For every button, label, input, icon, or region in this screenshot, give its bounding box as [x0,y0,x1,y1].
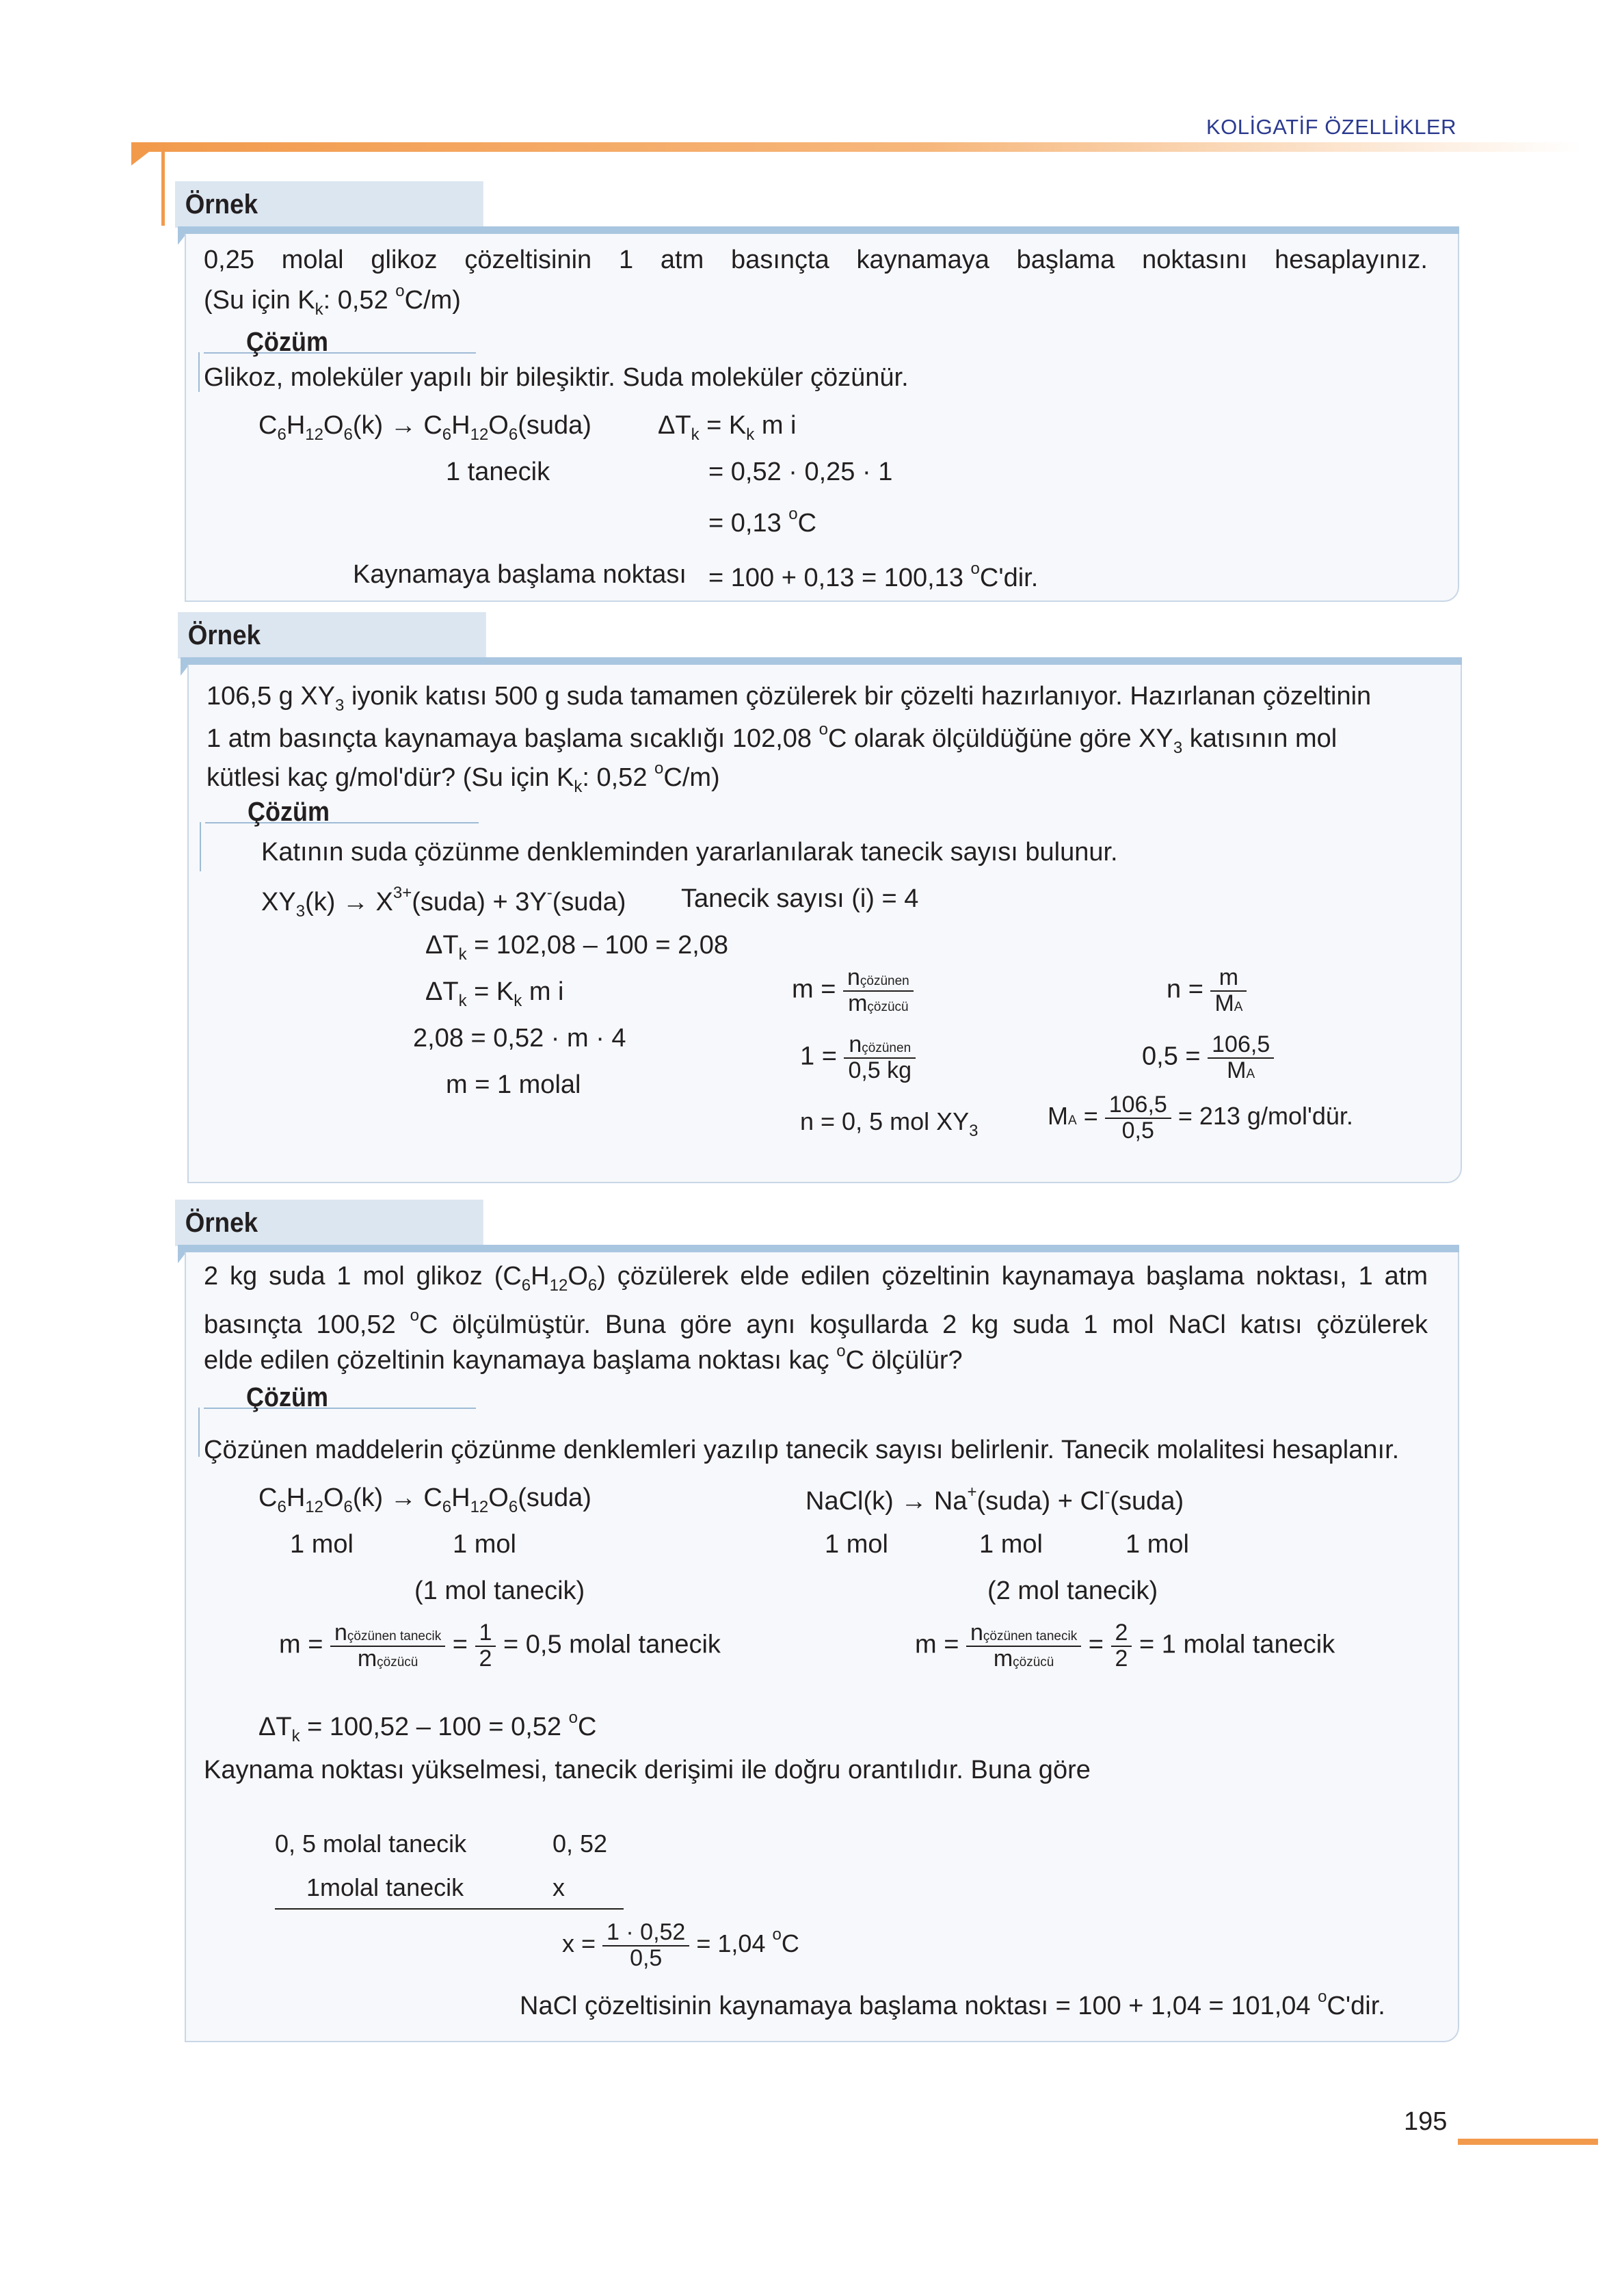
mole-substitution: 0,5 = $\frac{106,5}{MA}$ [1142,1033,1274,1083]
proportion-left: 0, 5 molal tanecik [275,1830,467,1858]
example-box-topbar [178,226,1459,234]
solution-bracket-h [204,352,476,354]
boiling-point-result: = 100 + 0,13 = 100,13 $^o$C'dir. [708,559,1039,592]
dissolution-equation: $C_6H_{12}O_6(k)$ → $C_6H_{12}O_6(suda)$ [258,411,591,444]
mole-label: 1 mol [979,1530,1043,1559]
question-line: kütlesi kaç g/mol'dür? (Su için $K_k$: 0,52 $^o$C/m) [207,759,720,796]
header-wedge [131,142,161,166]
boiling-point-label: Kaynamaya başlama noktası [353,560,687,589]
example-box-topbar [181,657,1462,665]
mole-label: 1 mol [453,1530,516,1559]
solution-bracket-v [198,1408,200,1457]
solution-bracket-v [200,822,201,871]
proportion-right: x [553,1873,565,1901]
mole-label: 1 mol [1126,1530,1189,1559]
mole-label: 1 mol [290,1530,354,1559]
solution-label: Çözüm [246,327,328,357]
proportion-left: 1molal tanecik [306,1873,464,1901]
particle-count: Tanecik sayısı (i) = 4 [681,884,919,913]
particle-count: 1 tanecik [446,458,550,486]
proportion-right: 0, 52 [553,1830,608,1858]
molar-mass-result: MA = $\frac{106,5}{0,5}$ = 213 g/mol'dür. [1048,1092,1353,1144]
delta-t-line: $\Delta T_k = 100,52 - 100 = 0,52$ $^o$C [258,1708,597,1745]
solution-label: Çözüm [248,797,330,827]
question-line: 2 kg suda 1 mol glikoz $(C_6H_{12}O_6)$ çözülerek elde edilen çözeltinin kaynamaya başlama noktası, 1 atm [204,1262,1428,1295]
chapter-title: KOLİGATİF ÖZELLİKLER [1206,115,1456,139]
particle-total: (1 mol tanecik) [414,1576,585,1605]
example-tab: Örnek [175,181,483,228]
proportion-rule [275,1908,624,1910]
nacl-equation: NaCl(k) → Na+(suda) + Cl-(suda) [806,1483,1184,1516]
molality-calc-glucose: m = $\frac{\text{nçözünen tanecik}}{\text{mçözücü}}$ = $\frac{1}{2}$ = 0,5 molal tanecik [279,1620,721,1672]
dissolution-equation: $XY_3(k)$ → $X^{3+}(suda)$ + 3Y-(suda) [261,884,626,921]
calc-line: = 0,52 · 0,25 · 1 [708,458,893,486]
example-tab: Örnek [178,612,486,659]
solution-text: Katının suda çözünme denkleminden yararlanılarak tanecik sayısı bulunur. [261,838,1118,867]
mole-label: 1 mol [825,1530,888,1559]
page-number: 195 [1404,2107,1448,2136]
mole-result: n = 0, 5 mol $XY_3$ [800,1107,979,1140]
question-line: 1 atm basınçta kaynamaya başlama sıcaklığı 102,08 $^o$C olarak ölçüldüğüne göre $XY_3$ katısının mol [207,720,1337,757]
final-result: NaCl çözeltisinin kaynamaya başlama noktası = 100 + 1,04 = 101,04 $^o$C'dir. [520,1988,1385,2020]
solution-bracket-h [205,822,479,823]
header-bar [133,142,1583,152]
solution-text: Kaynama noktası yükselmesi, tanecik derişimi ile doğru orantılıdır. Buna göre [204,1756,1091,1784]
molality-substitution: 1 = $\frac{\text{nçözünen}}{0,5 kg}$ [800,1033,916,1083]
x-calc: x = $\frac{1 \cdot 0,52}{0,5}$ = 1,04 $^o$C [562,1919,799,1971]
solution-text: Glikoz, moleküler yapılı bir bileşiktir. Suda moleküler çözünür. [204,363,909,392]
particle-total: (2 mol tanecik) [987,1576,1158,1605]
molality-formula: m = $\frac{\text{nçözünen}}{\text{mçözücü}}$ [792,966,914,1016]
question-line: elde edilen çözeltinin kaynamaya başlama noktası kaç $^o$C ölçülür? [204,1342,963,1375]
calc-line: $\Delta T_k = 102,08 - 100 = 2,08$ [425,931,729,964]
solution-text: Çözünen maddelerin çözünme denklemleri yazılıp tanecik sayısı belirlenir. Tanecik molalitesi hesaplanır. [204,1436,1400,1464]
delta-t-formula: $\Delta T_k = K_k$ m i [658,411,797,444]
mole-formula: n = $\frac{m}{MA}$ [1167,966,1247,1016]
calc-line: $\Delta T_k = K_k$ m i [425,977,564,1010]
calc-line: 2,08 = 0,52 · m · 4 [413,1024,626,1053]
question-line: (Su için $K_k$: 0,52 $^o$C/m) [204,282,461,319]
question-line: 0,25 molal glikoz çözeltisinin 1 atm basınçta kaynamaya başlama noktasını hesaplayınız. [204,246,1428,274]
glucose-equation: $C_6H_{12}O_6(k)$ → $C_6H_{12}O_6(suda)$ [258,1483,591,1516]
example-tab: Örnek [175,1200,483,1246]
calc-line: m = 1 molal [446,1070,581,1099]
footer-bar [1458,2139,1598,2145]
solution-label: Çözüm [246,1382,328,1412]
question-line: 106,5 g $XY_3$ iyonik katısı 500 g suda tamamen çözülerek bir çözelti hazırlanıyor. Hazırlanan çözeltinin [207,682,1372,715]
calc-line: = 0,13 $^o$C [708,505,817,538]
example-box-topbar [178,1245,1459,1252]
solution-bracket-v [198,352,200,392]
solution-bracket-h [204,1408,476,1409]
molality-calc-nacl: m = $\frac{\text{nçözünen tanecik}}{\text{mçözücü}}$ = $\frac{2}{2}$ = 1 molal tanecik [915,1620,1335,1672]
question-line: basınçta 100,52 $^o$C ölçülmüştür. Buna göre aynı koşullarda 2 kg suda 1 mol NaCl katısı çözülerek [204,1306,1428,1339]
header-tick [161,142,165,226]
